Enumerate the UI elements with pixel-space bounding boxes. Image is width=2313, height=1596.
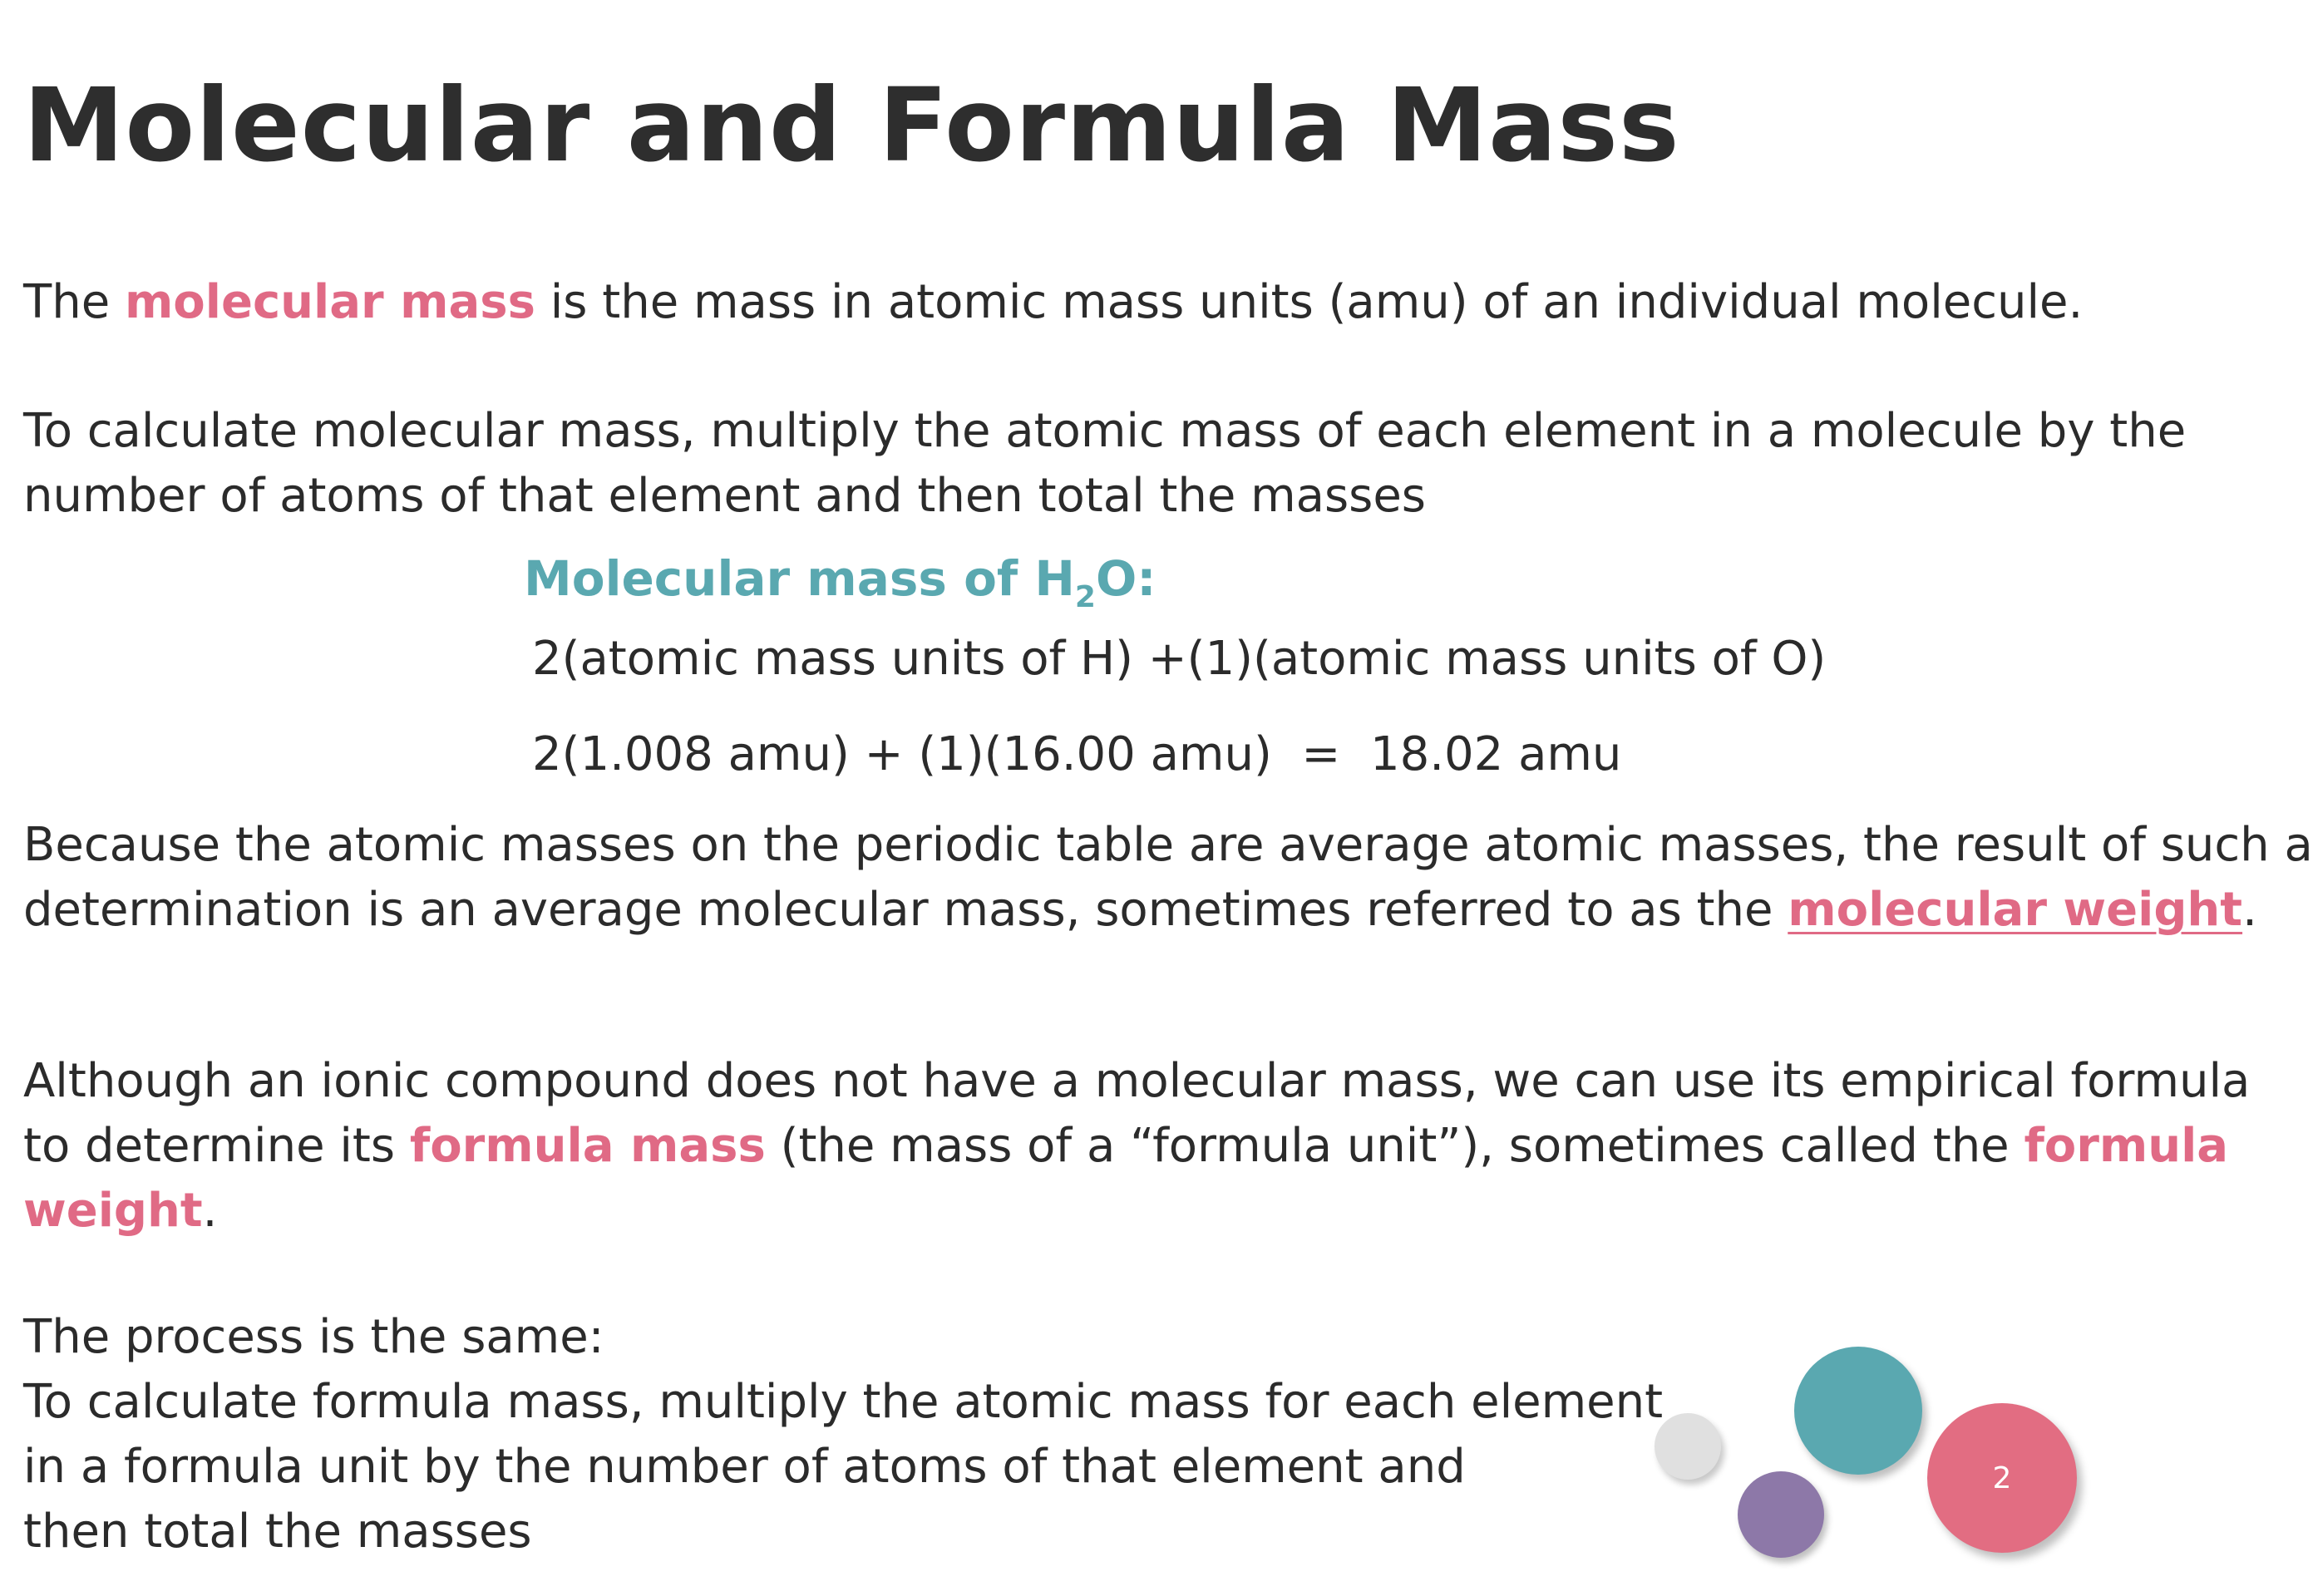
formula-mass-process (23, 1305, 1663, 1564)
para2-line2: number of atoms of that element and then total the masses (23, 469, 1426, 523)
molecular-weight-paragraph (23, 813, 2313, 943)
decorative-purple-circle (1738, 1471, 1824, 1558)
para5-line4: then total the masses (23, 1505, 532, 1559)
term-formula-mass: formula mass (409, 1119, 766, 1173)
example-heading (524, 550, 1156, 614)
term-molecular-weight-link[interactable]: molecular weight (1788, 883, 2243, 937)
para3-line2-after: . (2242, 883, 2257, 937)
para1-text-before: The (23, 275, 125, 329)
formula-mass-paragraph (23, 1049, 2250, 1244)
term-formula-weight-part2: weight (23, 1184, 203, 1238)
page-number-badge: 2 (1927, 1403, 2077, 1553)
para5-line1: The process is the same: (23, 1310, 604, 1364)
para4-line2-before: to determine its (23, 1119, 410, 1173)
molecular-mass-definition (23, 270, 2083, 335)
para4-line2-middle: (the mass of a “formula unit”), sometimes called the (765, 1119, 2024, 1173)
para1-text-after: is the mass in atomic mass units (amu) of an individual molecule. (535, 275, 2084, 329)
para5-line2: To calculate formula mass, multiply the atomic mass for each element (23, 1375, 1664, 1429)
example-heading-before: Molecular mass of H (524, 550, 1075, 607)
para3-line1: Because the atomic masses on the periodic table are average atomic masses, the result of such a (23, 818, 2313, 872)
example-heading-subscript: 2 (1074, 580, 1096, 614)
term-molecular-mass: molecular mass (124, 275, 535, 329)
equation-symbolic: 2(atomic mass units of H) +(1)(atomic mass units of O) (532, 632, 1827, 686)
para4-line3-after: . (202, 1184, 218, 1238)
calculation-instructions (23, 399, 2186, 529)
example-heading-after: O: (1095, 550, 1156, 607)
para3-line2-before: determination is an average molecular mass, sometimes referred to as the (23, 883, 1788, 937)
para2-line1: To calculate molecular mass, multiply the atomic mass of each element in a molecule by the (23, 404, 2187, 458)
term-formula-weight-part1: formula (2024, 1119, 2229, 1173)
para4-line1: Although an ionic compound does not have a molecular mass, we can use its empirical formula (23, 1054, 2251, 1108)
equation-numeric: 2(1.008 amu) + (1)(16.00 amu) = 18.02 amu (532, 727, 1622, 781)
slide-title: Molecular and Formula Mass (23, 66, 1680, 185)
decorative-teal-circle (1794, 1347, 1922, 1475)
decorative-gray-circle (1655, 1413, 1721, 1480)
para5-line3: in a formula unit by the number of atoms of that element and (23, 1440, 1466, 1494)
